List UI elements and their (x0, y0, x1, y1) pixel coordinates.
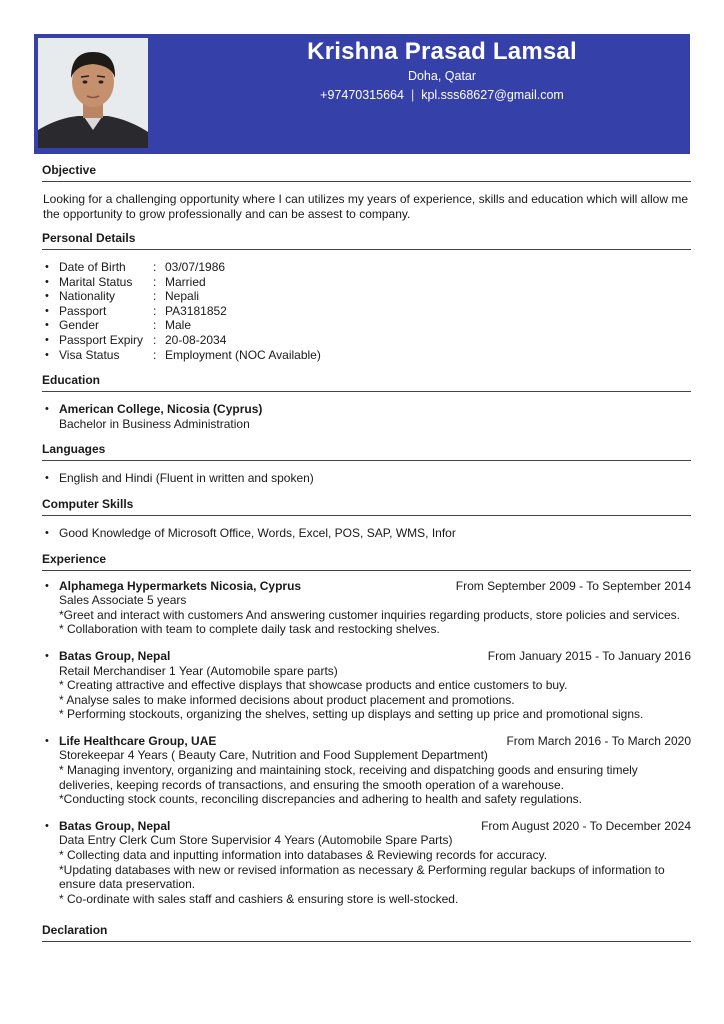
candidate-location: Doha, Qatar (407, 69, 477, 83)
email-address[interactable]: kpl.sss68627@gmail.com (421, 88, 564, 102)
contact-line (194, 88, 690, 102)
experience-dates: From March 2016 - To March 2020 (506, 733, 691, 748)
personal-detail-value: 20-08-2034 (165, 332, 227, 347)
personal-detail-label: Passport Expiry (59, 332, 144, 347)
personal-detail-label: Nationality (59, 289, 116, 304)
education-item (43, 402, 691, 431)
experience-role: Sales Associate 5 years (59, 593, 187, 608)
experience-header (59, 734, 691, 749)
experience-duty: * Creating attractive and effective displays that showcase products and entice customers to buy. (59, 678, 568, 693)
personal-detail-label: Date of Birth (59, 260, 126, 274)
personal-detail-label: Visa Status (59, 347, 120, 362)
experience-item (43, 579, 691, 637)
profile-photo (38, 38, 148, 148)
resume-content (43, 158, 691, 942)
education-list (43, 392, 691, 437)
experience-dates: From August 2020 - To December 2024 (481, 818, 691, 833)
experience-duty: * Performing stockouts, organizing the shelves, setting up displays and setting up price and promotional signs. (59, 707, 644, 722)
experience-duty: * Collaboration with team to complete daily task and restocking shelves. (59, 622, 440, 637)
phone-number[interactable]: +97470315664 (320, 88, 404, 102)
contact-separator: | (410, 88, 415, 102)
section-title-declaration: Declaration (42, 918, 691, 942)
objective-text: Looking for a challenging opportunity where I can utilizes my years of experience, skills and education which will allow me the opportunity to grow professionally and can be assest to company. (43, 192, 688, 221)
experience-role: Storekeepar 4 Years ( Beauty Care, Nutrition and Food Supplement Department) (59, 748, 488, 763)
experience-header (59, 819, 691, 834)
personal-detail-value: 03/07/1986 (165, 260, 226, 274)
personal-detail-item (43, 260, 691, 275)
experience-company: • Life Healthcare Group, UAE (59, 733, 217, 748)
personal-detail-value: Married (165, 274, 206, 289)
experience-duty: *Updating databases with new or revised information as necessary & Performing regular backups of information to ensure data preservation. (59, 862, 665, 892)
personal-detail-colon: : (153, 303, 157, 318)
experience-dates: From September 2009 - To September 2014 (455, 578, 691, 593)
personal-details-list (43, 250, 691, 368)
education-school: • American College, Nicosia (Cyprus) (59, 402, 263, 417)
experience-duty: *Greet and interact with customers And answering customer inquiries regarding products, store policies and services. (59, 607, 680, 622)
experience-role: Data Entry Clerk Cum Store Supervisior 4 Years (Automobile Spare Parts) (59, 833, 453, 848)
candidate-name: Krishna Prasad Lamsal (307, 38, 577, 65)
section-title-languages: Languages (42, 437, 691, 461)
experience-header (59, 579, 691, 594)
personal-detail-label: Passport (59, 303, 107, 318)
personal-detail-item (43, 333, 691, 348)
personal-detail-label: Gender (59, 318, 100, 333)
experience-header (59, 649, 691, 664)
experience-duty: * Managing inventory, organizing and maintaining stock, receiving and dispatching goods and ensuring timely deliveries, keeping records of transactions, and ensuring the smooth operation of a warehouse. (59, 763, 638, 792)
section-title-computer-skills: Computer Skills (42, 492, 691, 516)
personal-detail-colon: : (153, 274, 157, 289)
experience-duty: * Analyse sales to make informed decisions about product placement and promotions. (59, 692, 515, 707)
experience-item (43, 734, 691, 807)
personal-detail-item (43, 348, 691, 363)
personal-detail-value: PA3181852 (165, 303, 227, 318)
personal-detail-item (43, 275, 691, 290)
computer-skills-list (43, 516, 691, 547)
experience-list (43, 571, 691, 907)
personal-detail-colon: : (153, 260, 157, 274)
personal-detail-item (43, 289, 691, 304)
personal-detail-colon: : (153, 289, 157, 304)
personal-detail-item (43, 304, 691, 319)
section-title-experience: Experience (42, 547, 691, 571)
experience-company: • Batas Group, Nepal (59, 648, 171, 663)
experience-role: Retail Merchandiser 1 Year (Automobile spare parts) (59, 663, 338, 678)
personal-detail-value: Employment (NOC Available) (165, 347, 321, 362)
education-degree: Bachelor in Business Administration (59, 416, 250, 431)
experience-duty: * Co-ordinate with sales staff and cashiers & ensuring store is well-stocked. (59, 891, 459, 906)
languages-list (43, 461, 691, 492)
personal-detail-label: Marital Status (59, 274, 133, 289)
section-title-objective: Objective (42, 158, 691, 182)
experience-item (43, 649, 691, 722)
personal-detail-colon: : (153, 332, 157, 347)
experience-duty: *Conducting stock counts, reconciling discrepancies and adhering to health and safety regulations. (59, 792, 582, 807)
experience-duty: * Collecting data and inputting information into databases & Reviewing records for accuracy. (59, 848, 548, 863)
computer-skills-item: • Good Knowledge of Microsoft Office, Words, Excel, POS, SAP, WMS, Infor (43, 526, 691, 541)
personal-detail-colon: : (153, 318, 157, 333)
experience-item (43, 819, 691, 907)
section-title-education: Education (42, 368, 691, 392)
personal-detail-value: Male (165, 318, 192, 333)
personal-detail-value: Nepali (165, 289, 200, 304)
experience-dates: From January 2015 - To January 2016 (487, 648, 691, 663)
languages-item: • English and Hindi (Fluent in written and spoken) (43, 471, 691, 486)
experience-company: • Alphamega Hypermarkets Nicosia, Cyprus (59, 578, 302, 593)
personal-detail-item (43, 318, 691, 333)
personal-detail-colon: : (153, 347, 157, 362)
experience-company: • Batas Group, Nepal (59, 818, 171, 833)
header-banner (34, 34, 690, 154)
section-title-personal: Personal Details (42, 226, 691, 250)
